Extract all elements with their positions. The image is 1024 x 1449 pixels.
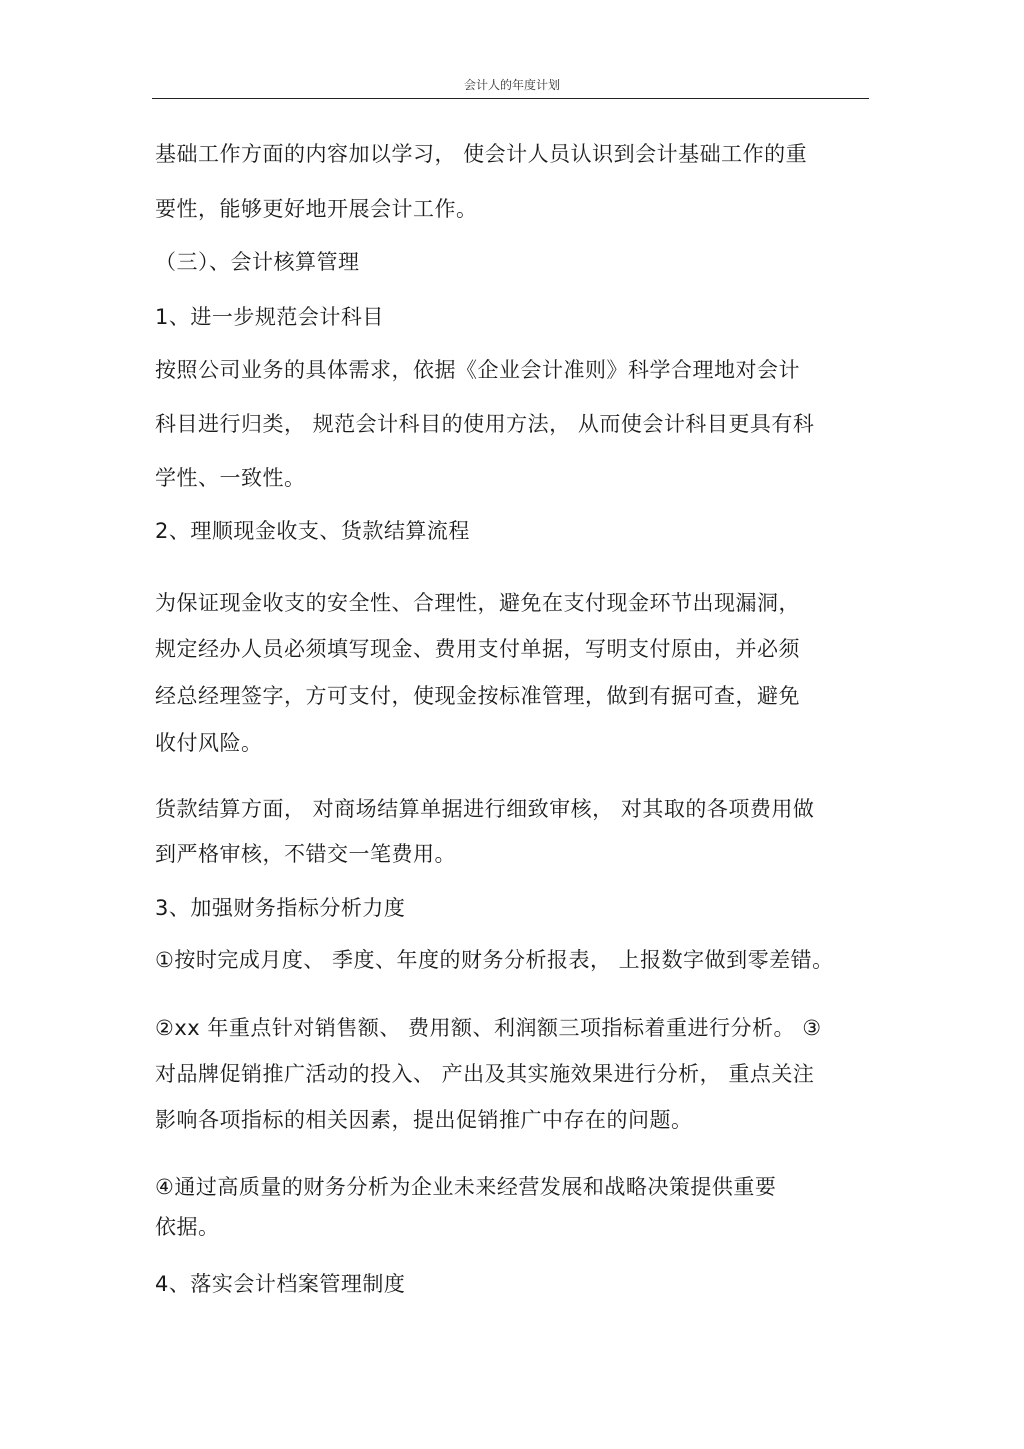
paragraph-line: 科目进行归类， 规范会计科目的使用方法， 从而使会计科目更具有科 [155,412,815,436]
section-heading: （三）、会计核算管理 [155,250,360,274]
subsection-heading: 4、落实会计档案管理制度 [155,1272,406,1296]
subsection-heading: 1、进一步规范会计科目 [155,305,384,329]
subsection-heading: 2、理顺现金收支、货款结算流程 [155,519,470,543]
paragraph-line: 学性、一致性。 [155,466,306,490]
header-divider [152,98,869,99]
list-item: ②xx 年重点针对销售额、 费用额、利润额三项指标着重进行分析。 ③ [155,1016,822,1040]
list-item: ①按时完成月度、 季度、年度的财务分析报表， 上报数字做到零差错。 [155,948,834,972]
paragraph-line: 货款结算方面， 对商场结算单据进行细致审核， 对其取的各项费用做 [155,797,815,821]
paragraph-line: 收付风险。 [155,731,263,755]
paragraph-line: 按照公司业务的具体需求，依据《企业会计准则》科学合理地对会计 [155,358,800,382]
list-item: ④通过高质量的财务分析为企业未来经营发展和战略决策提供重要 [155,1175,777,1199]
paragraph-line: 规定经办人员必须填写现金、费用支付单据，写明支付原由，并必须 [155,637,800,661]
paragraph-line: 为保证现金收支的安全性、合理性，避免在支付现金环节出现漏洞， [155,591,800,615]
header-title: 会计人的年度计划 [463,78,560,92]
paragraph-line: 经总经理签字，方可支付，使现金按标准管理，做到有据可查，避免 [155,684,800,708]
paragraph-line: 基础工作方面的内容加以学习， 使会计人员认识到会计基础工作的重 [155,142,808,166]
subsection-heading: 3、加强财务指标分析力度 [155,896,406,920]
paragraph-line: 影响各项指标的相关因素，提出促销推广中存在的问题。 [155,1108,693,1132]
paragraph-line: 要性，能够更好地开展会计工作。 [155,197,478,221]
paragraph-line: 到严格审核，不错交一笔费用。 [155,842,456,866]
paragraph-line: 对品牌促销推广活动的投入、 产出及其实施效果进行分析， 重点关注 [155,1062,815,1086]
paragraph-line: 依据。 [155,1215,220,1239]
